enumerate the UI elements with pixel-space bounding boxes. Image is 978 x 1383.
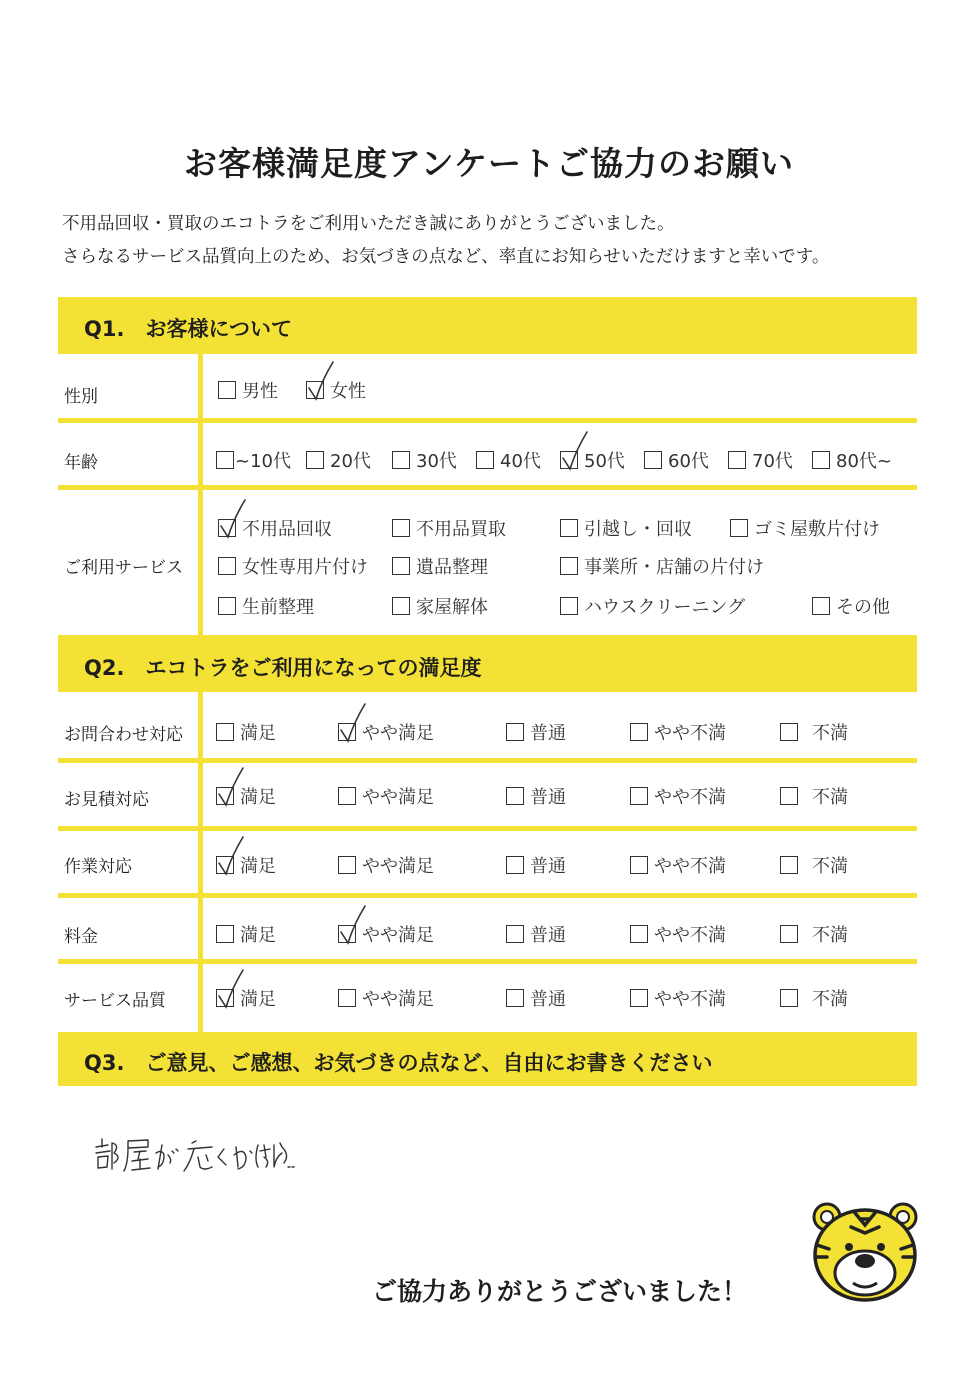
age-option[interactable]: 20代 [306,447,371,473]
checkbox[interactable] [560,451,578,469]
q2-row-label: 料金 [64,927,98,947]
page-title: お客様満足度アンケートご協力のお願い [183,144,795,183]
age-option[interactable]: 50代 [560,447,625,473]
check-mark-icon [337,702,367,744]
check-mark-icon [217,498,247,540]
service-option[interactable]: 引越し・回収 [560,515,692,541]
service-option[interactable]: 遺品整理 [392,553,488,579]
age-option[interactable]: ~10代 [216,447,291,473]
checkbox[interactable] [630,989,648,1007]
service-option[interactable]: ゴミ屋敷片付け [730,515,880,541]
q2-row-separator [58,959,917,964]
checkbox[interactable] [218,597,236,615]
service-option[interactable]: 女性専用片付け [218,553,368,579]
rating-option[interactable]: 満足 [216,985,276,1011]
checkbox[interactable] [338,787,356,805]
checkbox[interactable] [506,925,524,943]
rating-option[interactable]: やや満足 [338,985,434,1011]
checkbox[interactable] [216,451,234,469]
q2-row-separator [58,893,917,898]
thanks-message: ご協力ありがとうございました！ [372,1277,748,1306]
q1-heading: Q1. お客様について [84,317,293,341]
checkbox[interactable] [476,451,494,469]
q2-divider [198,692,203,1032]
rating-option[interactable]: 普通 [506,719,566,745]
checkbox[interactable] [730,519,748,537]
rating-option[interactable]: やや満足 [338,783,434,809]
rating-option[interactable]: 満足 [216,783,276,809]
rating-option[interactable]: 不満 [780,852,848,878]
rating-option[interactable]: やや不満 [630,783,726,809]
rating-option[interactable]: やや満足 [338,852,434,878]
service-option[interactable]: 事業所・店舗の片付け [560,553,764,579]
checkbox[interactable] [780,723,798,741]
service-option[interactable]: 不用品回収 [218,515,332,541]
checkbox[interactable] [392,597,410,615]
checkbox[interactable] [216,856,234,874]
checkbox[interactable] [506,856,524,874]
rating-option[interactable]: 普通 [506,921,566,947]
check-mark-icon [215,766,245,808]
checkbox[interactable] [218,557,236,575]
checkbox[interactable] [780,925,798,943]
checkbox[interactable] [338,925,356,943]
service-option[interactable]: ハウスクリーニング [560,593,745,619]
rating-option[interactable]: やや不満 [630,921,726,947]
q2-row-label: サービス品質 [64,991,166,1011]
rating-option[interactable]: 普通 [506,985,566,1011]
checkbox[interactable] [630,925,648,943]
checkbox[interactable] [216,925,234,943]
rating-option[interactable]: 不満 [780,921,848,947]
rating-option[interactable]: 満足 [216,719,276,745]
checkbox[interactable] [306,451,324,469]
service-option[interactable]: 生前整理 [218,593,314,619]
gender-label: 性別 [64,387,98,407]
check-mark-icon [559,430,589,472]
rating-option[interactable]: 不満 [780,985,848,1011]
checkbox[interactable] [392,451,410,469]
age-option[interactable]: 70代 [728,447,793,473]
checkbox[interactable] [218,519,236,537]
rating-option[interactable]: 不満 [780,783,848,809]
age-label: 年齢 [64,453,98,473]
check-mark-icon [215,835,245,877]
check-mark-icon [305,360,335,402]
checkbox[interactable] [780,787,798,805]
rating-option[interactable]: やや不満 [630,852,726,878]
check-mark-icon [215,968,245,1010]
service-option[interactable]: その他 [812,593,890,619]
age-option[interactable]: 60代 [644,447,709,473]
checkbox[interactable] [506,723,524,741]
services-label: ご利用サービス [64,558,183,578]
rating-option[interactable]: 満足 [216,921,276,947]
gender-male-option[interactable]: 男性 [218,377,278,403]
q2-row-label: お問合わせ対応 [64,725,183,745]
checkbox[interactable] [728,451,746,469]
checkbox[interactable] [630,787,648,805]
checkbox[interactable] [630,723,648,741]
age-option[interactable]: 40代 [476,447,541,473]
rating-option[interactable]: 普通 [506,783,566,809]
intro-line-1: 不用品回収・買取のエコトラをご利用いただき誠にありがとうございました。 [62,214,675,234]
checkbox[interactable] [560,557,578,575]
age-option[interactable]: 30代 [392,447,457,473]
rating-option[interactable]: やや満足 [338,719,434,745]
rating-option[interactable]: 普通 [506,852,566,878]
checkbox[interactable] [506,989,524,1007]
checkbox[interactable] [218,381,236,399]
q1-divider [198,354,203,635]
rating-option[interactable]: やや満足 [338,921,434,947]
checkbox[interactable] [338,989,356,1007]
checkbox[interactable] [560,519,578,537]
q3-heading: Q3. ご意見、ご感想、お気づきの点など、自由にお書きください [84,1051,713,1075]
service-option[interactable]: 不用品買取 [392,515,506,541]
handwritten-answer [92,1133,297,1178]
rating-option[interactable]: やや不満 [630,985,726,1011]
checkbox[interactable] [560,597,578,615]
checkbox[interactable] [216,723,234,741]
q2-row-separator [58,758,917,763]
q2-row-label: お見積対応 [64,790,149,810]
checkbox[interactable] [338,856,356,874]
q2-heading: Q2. エコトラをご利用になっての満足度 [84,656,482,680]
checkbox[interactable] [644,451,662,469]
checkbox[interactable] [338,723,356,741]
q2-row-separator [58,826,917,831]
q2-row-label: 作業対応 [64,857,132,877]
q1-row-separator [58,485,917,490]
service-option[interactable]: 家屋解体 [392,593,488,619]
tiger-mascot-icon [811,1197,919,1303]
checkbox[interactable] [392,557,410,575]
rating-option[interactable]: 満足 [216,852,276,878]
intro-line-2: さらなるサービス品質向上のため、お気づきの点など、率直にお知らせいただけますと幸いです。 [62,247,830,267]
gender-female-option[interactable]: 女性 [306,377,366,403]
rating-option[interactable]: 不満 [780,719,848,745]
checkbox[interactable] [780,856,798,874]
checkbox[interactable] [812,597,830,615]
checkbox[interactable] [216,989,234,1007]
age-option[interactable]: 80代~ [812,447,892,473]
checkbox[interactable] [506,787,524,805]
checkbox[interactable] [216,787,234,805]
checkbox[interactable] [306,381,324,399]
checkbox[interactable] [812,451,830,469]
check-mark-icon [337,904,367,946]
checkbox[interactable] [780,989,798,1007]
checkbox[interactable] [392,519,410,537]
rating-option[interactable]: やや不満 [630,719,726,745]
q1-row-separator [58,418,917,423]
checkbox[interactable] [630,856,648,874]
